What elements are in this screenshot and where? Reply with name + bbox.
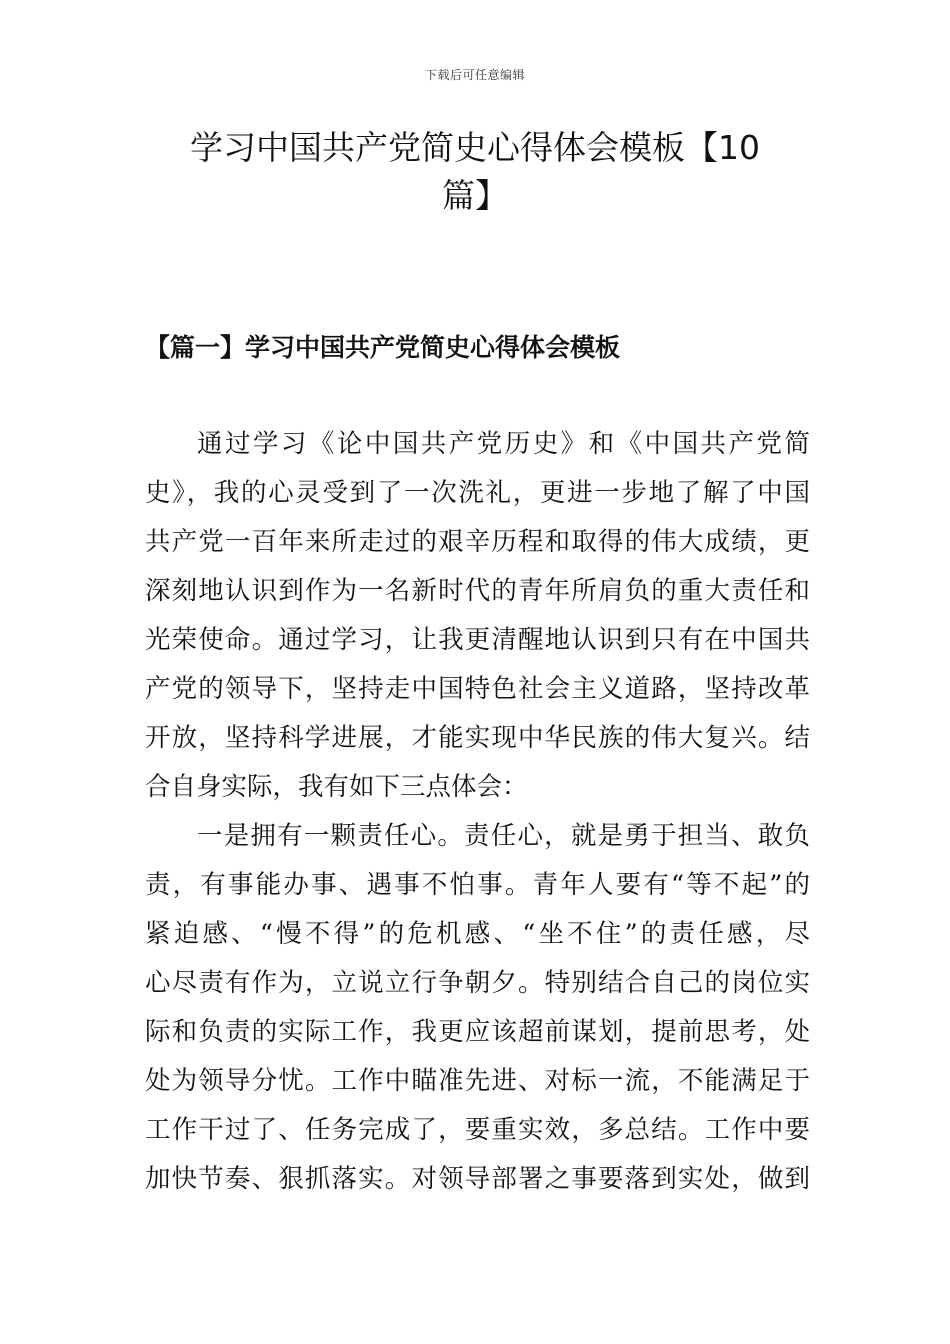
text-line: 际和负责的实际工作，我更应该超前谋划，提前思考，处 xyxy=(145,1017,810,1047)
text-line: 处为领导分忧。工作中瞄准先进、对标一流，不能满足于 xyxy=(145,1066,810,1096)
text-line: 通过学习《论中国共产党历史》和《中国共产党简 xyxy=(197,429,810,459)
header-note: 下载后可任意编辑 xyxy=(424,68,525,82)
text-line: 心尽责有作为，立说立行争朝夕。特别结合自己的岗位实 xyxy=(145,968,810,998)
text-line: 紧迫感、“慢不得”的危机感、“坐不住”的责任感，尽 xyxy=(145,919,810,949)
text-line: 光荣使命。通过学习，让我更清醒地认识到只有在中国共 xyxy=(145,625,810,655)
section-heading: 【篇一】学习中国共产党简史心得体会模板 xyxy=(145,333,621,362)
text-line: 史》，我的心灵受到了一次洗礼，更进一步地了解了中国 xyxy=(145,478,810,508)
text-line: 工作干过了、任务完成了，要重实效，多总结。工作中要 xyxy=(145,1115,810,1145)
document-title xyxy=(120,124,830,220)
body-text xyxy=(145,420,810,1204)
text-line: 开放，坚持科学进展，才能实现中华民族的伟大复兴。结 xyxy=(145,723,810,753)
title-line: 学习中国共产党简史心得体会模板【10 xyxy=(190,128,760,167)
text-line: 深刻地认识到作为一名新时代的青年所肩负的重大责任和 xyxy=(145,576,810,606)
text-line: 合自身实际，我有如下三点体会： xyxy=(145,772,528,802)
text-line: 加快节奏、狠抓落实。对领导部署之事要落到实处，做到 xyxy=(145,1164,810,1194)
text-line: 责，有事能办事、遇事不怕事。青年人要有“等不起”的 xyxy=(145,870,810,900)
text-line: 一是拥有一颗责任心。责任心，就是勇于担当、敢负 xyxy=(197,821,810,851)
paragraph-2 xyxy=(145,812,810,1204)
paragraph-1 xyxy=(145,420,810,812)
title-line: 篇】 xyxy=(442,176,508,215)
text-line: 产党的领导下，坚持走中国特色社会主义道路，坚持改革 xyxy=(145,674,810,704)
text-line: 共产党一百年来所走过的艰辛历程和取得的伟大成绩，更 xyxy=(145,527,810,557)
